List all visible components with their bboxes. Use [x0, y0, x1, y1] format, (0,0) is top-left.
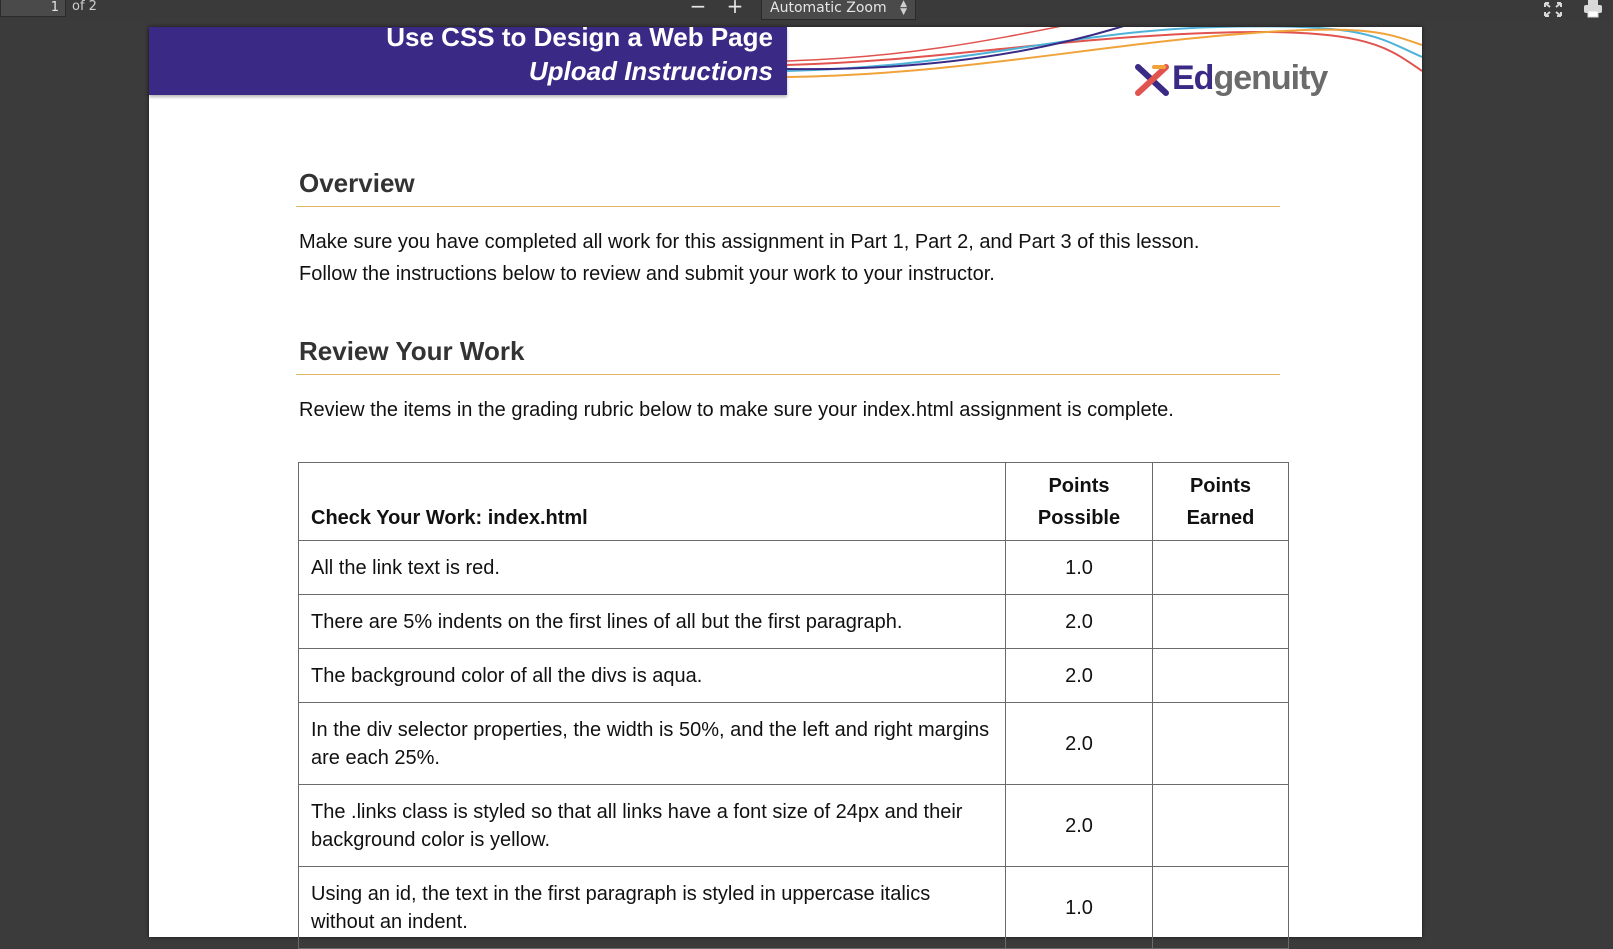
print-icon[interactable] — [1582, 0, 1604, 18]
document-title: Use CSS to Design a Web Page — [386, 22, 773, 52]
pdf-toolbar — [0, 0, 1613, 20]
overview-heading: Overview — [299, 168, 415, 198]
table-row — [299, 867, 1289, 949]
table-row — [299, 703, 1289, 785]
points-possible: 1.0 — [1006, 541, 1153, 595]
table-row — [299, 785, 1289, 867]
points-possible: 2.0 — [1006, 649, 1153, 703]
document-banner — [149, 22, 787, 95]
rubric-item: There are 5% indents on the first lines of all but the first paragraph. — [299, 595, 1006, 649]
rubric-item: The .links class is styled so that all links have a font size of 24px and their background color is yellow. — [299, 785, 1006, 867]
zoom-out-button[interactable]: − — [689, 0, 707, 18]
review-heading: Review Your Work — [299, 336, 525, 366]
pdf-page — [149, 22, 1422, 937]
table-header-row — [299, 463, 1289, 541]
points-earned — [1153, 785, 1289, 867]
rubric-item: The background color of all the divs is aqua. — [299, 649, 1006, 703]
review-paragraph: Review the items in the grading rubric below to make sure your index.html assignment is complete. — [299, 399, 1174, 421]
rubric-item: In the div selector properties, the width is 50%, and the left and right margins are each 25%. — [299, 703, 1006, 785]
document-subtitle: Upload Instructions — [528, 56, 773, 86]
overview-paragraph: Make sure you have completed all work for this assignment in Part 1, Part 2, and Part 3 of this lesson. Follow the instructions below to review and submit your work to your instructor. — [299, 231, 1200, 285]
header-item: Check Your Work: index.html — [299, 463, 1006, 541]
rubric-item: Using an id, the text in the first paragraph is styled in uppercase italics without an indent. — [299, 867, 1006, 949]
select-arrows-icon: ▲ ▼ — [900, 0, 907, 17]
points-earned — [1153, 703, 1289, 785]
points-possible: 2.0 — [1006, 595, 1153, 649]
table-row — [299, 649, 1289, 703]
zoom-in-button[interactable]: + — [726, 0, 744, 18]
header-points-possible: Points Possible — [1006, 463, 1153, 541]
edgenuity-x-icon — [1134, 63, 1170, 97]
page-count-label: of 2 — [72, 0, 97, 14]
points-possible: 2.0 — [1006, 785, 1153, 867]
grading-rubric-table — [298, 462, 1289, 949]
rubric-item: All the link text is red. — [299, 541, 1006, 595]
zoom-select[interactable] — [761, 0, 916, 20]
section-divider — [296, 206, 1280, 207]
points-earned — [1153, 867, 1289, 949]
zoom-level-value: Automatic Zoom — [770, 0, 887, 16]
points-possible: 1.0 — [1006, 867, 1153, 949]
table-row — [299, 541, 1289, 595]
points-earned — [1153, 595, 1289, 649]
table-row — [299, 595, 1289, 649]
points-earned — [1153, 649, 1289, 703]
points-possible: 2.0 — [1006, 703, 1153, 785]
logo-wordmark: Edgenuity — [1172, 59, 1328, 97]
header-points-earned: Points Earned — [1153, 463, 1289, 541]
points-earned — [1153, 541, 1289, 595]
page-number-input[interactable]: 1 — [0, 0, 66, 17]
section-divider — [296, 374, 1280, 375]
fullscreen-icon[interactable] — [1542, 0, 1564, 18]
